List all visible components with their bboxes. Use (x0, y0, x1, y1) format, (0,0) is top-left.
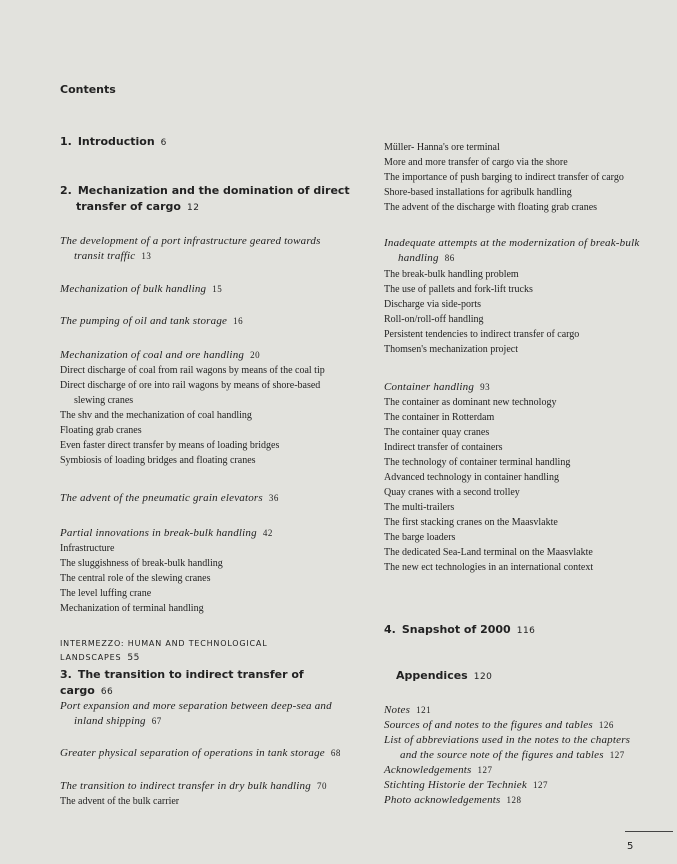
entry-title: INTERMEZZO: HUMAN AND TECHNOLOGICAL LANDSCAPES (60, 639, 268, 662)
toc-entry-line (384, 155, 669, 170)
entry-title-cont: handling (398, 252, 439, 264)
toc-entry-line (60, 637, 350, 665)
page-ref: 116 (516, 626, 536, 636)
toc-entry-line (384, 170, 669, 185)
toc-entry-inter (60, 637, 350, 665)
toc-entry-line (60, 779, 350, 794)
toc-entry-sub (60, 438, 350, 453)
entry-title: The container as dominant new technology (384, 397, 557, 408)
toc-entry-line (384, 380, 669, 395)
entry-title: Floating grab cranes (60, 425, 142, 436)
toc-entry-sec (60, 234, 350, 264)
toc-entry-sec (60, 348, 350, 363)
page-ref: 55 (127, 653, 140, 663)
toc-entry-line (384, 267, 669, 282)
entry-title-cont: inland shipping (74, 715, 146, 727)
toc-entry-line (60, 363, 350, 378)
toc-entry-line (60, 348, 350, 363)
entry-title: The technology of container terminal handling (384, 457, 571, 468)
entry-title: The advent of the bulk carrier (60, 796, 180, 807)
toc-entry-line (60, 491, 350, 506)
section-number: 4. (384, 623, 396, 636)
entry-title-continuation (384, 251, 669, 266)
toc-entry-line (384, 500, 669, 515)
toc-entry-sub (384, 515, 669, 530)
entry-title: The dedicated Sea-Land terminal on the Maasvlakte (384, 547, 593, 558)
page-ref: 93 (480, 382, 491, 392)
entry-title: Introduction (77, 135, 155, 148)
toc-entry-line (60, 601, 350, 616)
entry-title: The new ect technologies in an international context (384, 562, 594, 573)
toc-entry-line (60, 541, 350, 556)
entry-title: The transition to indirect transfer of cargo (60, 668, 304, 697)
page-ref: 127 (477, 765, 493, 775)
toc-entry-line (60, 438, 350, 453)
toc-entry-line (384, 515, 669, 530)
toc-entry-chap (384, 668, 677, 685)
entry-title: More and more transfer of cargo via the shore (384, 157, 568, 168)
page-ref: 12 (186, 203, 200, 213)
entry-title: and the source note of the figures and tables (400, 749, 604, 761)
toc-entry-line (60, 556, 350, 571)
toc-entry-sub (60, 586, 350, 601)
entry-title: List of abbreviations used in the notes to the chapters (384, 734, 631, 746)
toc-entry-sec (384, 793, 669, 808)
page-ref: 20 (250, 350, 261, 360)
toc-entry-sub (60, 556, 350, 571)
toc-entry-line (384, 703, 669, 718)
entry-title-continuation (60, 249, 350, 264)
toc-entry-line (384, 545, 669, 560)
toc-entry-line (384, 327, 669, 342)
toc-entry-sub (384, 455, 669, 470)
page-ref: 127 (609, 750, 625, 760)
toc-entry-line (384, 763, 669, 778)
toc-entry-sec (384, 236, 669, 266)
toc-entry-sec (60, 314, 350, 329)
toc-entry-sub (60, 794, 350, 809)
page-ref: 15 (212, 284, 223, 294)
toc-entry-sub (384, 425, 669, 440)
page-ref: 36 (268, 493, 279, 503)
entry-title: Photo acknowledgements (384, 794, 501, 806)
toc-entry-sub (384, 342, 669, 357)
toc-entry-line (384, 440, 669, 455)
toc-entry-line (384, 455, 669, 470)
toc-entry-sub (384, 410, 669, 425)
entry-title: Advanced technology in container handling (384, 472, 559, 483)
footer-rule (625, 831, 673, 832)
toc-entry-sub (384, 545, 669, 560)
entry-title-cont: slewing cranes (74, 395, 134, 406)
page-ref: 70 (316, 781, 327, 791)
entry-title: The level luffing crane (60, 588, 152, 599)
page-ref: 121 (416, 705, 432, 715)
entry-title-continuation (60, 199, 350, 216)
toc-entry-chap (60, 183, 350, 216)
entry-title: The container quay cranes (384, 427, 490, 438)
toc-entry-line (384, 470, 669, 485)
toc-entry-sub (384, 470, 669, 485)
toc-entry-sub (384, 485, 669, 500)
page-title: Contents (60, 83, 116, 96)
toc-entry-line (384, 200, 669, 215)
entry-title: Appendices (396, 669, 468, 682)
entry-title: Mechanization of coal and ore handling (60, 349, 245, 361)
entry-title: The break-bulk handling problem (384, 269, 519, 280)
entry-title: Port expansion and more separation between deep-sea and (60, 700, 332, 712)
toc-entry-sub (384, 200, 669, 215)
toc-entry-sub (384, 140, 669, 155)
toc-entry-line (384, 718, 669, 733)
toc-entry-line (60, 234, 350, 249)
toc-entry-sec (384, 778, 669, 793)
page-ref: 127 (532, 780, 548, 790)
toc-entry-line (384, 425, 669, 440)
toc-entry-line (60, 453, 350, 468)
entry-title-continuation (60, 393, 350, 408)
toc-entry-sub (60, 423, 350, 438)
section-number: 3. (60, 668, 72, 681)
toc-entry-line (384, 410, 669, 425)
entry-title: The sluggishness of break-bulk handling (60, 558, 223, 569)
entry-title: The transition to indirect transfer in dry bulk handling (60, 780, 311, 792)
toc-entry-sec (384, 763, 669, 778)
toc-entry-sub (384, 282, 669, 297)
toc-entry-line (60, 183, 350, 199)
entry-title: Thomsen's mechanization project (384, 344, 518, 355)
toc-entry-sec (60, 779, 350, 794)
page-ref: 68 (330, 748, 341, 758)
page-ref: 128 (506, 795, 522, 805)
toc-entry-sec (60, 491, 350, 506)
toc-entry-sub (384, 560, 669, 575)
entry-title: Persistent tendencies to indirect transfer of cargo (384, 329, 580, 340)
toc-entry-line (60, 408, 350, 423)
toc-entry-line (384, 793, 669, 808)
entry-title: Sources of and notes to the figures and tables (384, 719, 593, 731)
page-ref: 120 (473, 672, 493, 682)
entry-title: The importance of push barging to indirect transfer of cargo (384, 172, 624, 183)
entry-title: Indirect transfer of containers (384, 442, 503, 453)
page-ref: 6 (160, 138, 167, 148)
toc-entry-chap (384, 622, 669, 639)
entry-title: Partial innovations in break-bulk handling (60, 527, 257, 539)
entry-title: The use of pallets and fork-lift trucks (384, 284, 533, 295)
entry-title: The container in Rotterdam (384, 412, 495, 423)
toc-entry-sec (384, 733, 669, 748)
toc-entry-line (60, 571, 350, 586)
entry-title: Mechanization of terminal handling (60, 603, 204, 614)
page-ref: 126 (598, 720, 614, 730)
entry-title: Quay cranes with a second trolley (384, 487, 520, 498)
entry-title: The multi-trailers (384, 502, 455, 513)
toc-entry-line (60, 667, 350, 700)
entry-title: Notes (384, 704, 411, 716)
toc-entry-line (384, 733, 669, 748)
toc-entry-sec (384, 748, 677, 763)
toc-entry-line (384, 485, 669, 500)
entry-title-continuation (60, 714, 350, 729)
entry-title: The advent of the discharge with floating grab cranes (384, 202, 598, 213)
entry-title: Direct discharge of ore into rail wagons by means of shore-based (60, 380, 321, 391)
entry-title: Shore-based installations for agribulk handling (384, 187, 572, 198)
toc-entry-line (60, 282, 350, 297)
toc-entry-sub (60, 571, 350, 586)
toc-entry-line (60, 699, 350, 714)
entry-title: Discharge via side-ports (384, 299, 482, 310)
toc-entry-line (384, 530, 669, 545)
toc-entry-sub (384, 267, 669, 282)
toc-entry-line (384, 395, 669, 410)
entry-title: The shv and the mechanization of coal handling (60, 410, 252, 421)
toc-entry-line (60, 314, 350, 329)
toc-entry-line (384, 778, 669, 793)
entry-title: Even faster direct transfer by means of loading bridges (60, 440, 280, 451)
toc-entry-sec (384, 703, 669, 718)
entry-title: The pumping of oil and tank storage (60, 315, 228, 327)
toc-entry-sec (60, 699, 350, 729)
entry-title: Symbiosis of loading bridges and floating cranes (60, 455, 256, 466)
toc-entry-sub (384, 327, 669, 342)
toc-entry-line (384, 560, 669, 575)
toc-entry-line (384, 282, 669, 297)
toc-entry-sub (384, 312, 669, 327)
toc-entry-sub (384, 170, 669, 185)
entry-title: Container handling (384, 381, 475, 393)
toc-entry-line (384, 185, 669, 200)
entry-title: Mechanization of bulk handling (60, 283, 207, 295)
page-ref: 66 (100, 687, 114, 697)
toc-entry-line (60, 423, 350, 438)
entry-title: The central role of the slewing cranes (60, 573, 211, 584)
entry-title: Inadequate attempts at the modernization of break-bulk (384, 237, 640, 249)
section-number: 1. (60, 135, 72, 148)
toc-entry-line (60, 794, 350, 809)
toc-entry-sub (384, 155, 669, 170)
toc-entry-line (384, 236, 669, 251)
page-ref: 67 (151, 716, 162, 726)
page-ref: 42 (262, 528, 273, 538)
toc-entry-sub (60, 378, 350, 408)
entry-title: Mechanization and the domination of direct (77, 184, 350, 197)
entry-title: The first stacking cranes on the Maasvlakte (384, 517, 558, 528)
entry-title: Acknowledgements (384, 764, 472, 776)
toc-entry-sub (60, 541, 350, 556)
toc-entry-line (60, 526, 350, 541)
entry-title: Müller- Hanna's ore terminal (384, 142, 500, 153)
toc-entry-chap (60, 667, 350, 700)
page-number: 5 (627, 841, 634, 852)
entry-title: Roll-on/roll-off handling (384, 314, 484, 325)
section-number: 2. (60, 184, 72, 197)
toc-entry-sub (60, 408, 350, 423)
entry-title: The development of a port infrastructure geared towards (60, 235, 321, 247)
entry-title: Snapshot of 2000 (401, 623, 511, 636)
toc-entry-sub (60, 363, 350, 378)
toc-entry-line (60, 586, 350, 601)
toc-entry-line (60, 378, 350, 393)
toc-entry-line (60, 134, 350, 151)
page-ref: 16 (233, 316, 244, 326)
toc-entry-sub (60, 601, 350, 616)
entry-title: The barge loaders (384, 532, 456, 543)
entry-title: Infrastructure (60, 543, 115, 554)
entry-title: Stichting Historie der Techniek (384, 779, 527, 791)
toc-entry-sub (60, 453, 350, 468)
toc-entry-sub (384, 500, 669, 515)
entry-title-cont: transfer of cargo (76, 200, 181, 213)
toc-entry-sub (384, 440, 669, 455)
toc-entry-line (60, 746, 350, 761)
toc-entry-sec (60, 746, 350, 761)
toc-entry-sec (384, 380, 669, 395)
entry-title: The advent of the pneumatic grain elevators (60, 492, 263, 504)
entry-title: Direct discharge of coal from rail wagons by means of the coal tip (60, 365, 325, 376)
page-ref: 86 (444, 253, 455, 263)
toc-entry-line (384, 622, 669, 639)
toc-entry-sub (384, 185, 669, 200)
toc-entry-chap (60, 134, 350, 151)
toc-entry-sub (384, 395, 669, 410)
page-ref: 13 (141, 251, 152, 261)
entry-title: Greater physical separation of operations in tank storage (60, 747, 325, 759)
toc-entry-line (384, 140, 669, 155)
entry-title-cont: transit traffic (74, 250, 136, 262)
toc-entry-line (396, 668, 677, 685)
toc-entry-line (384, 342, 669, 357)
toc-entry-line (384, 297, 669, 312)
toc-entry-line (384, 312, 669, 327)
toc-entry-sub (384, 530, 669, 545)
toc-entry-sec (384, 718, 669, 733)
toc-entry-sec (60, 282, 350, 297)
toc-entry-sub (384, 297, 669, 312)
toc-entry-line (400, 748, 677, 763)
toc-entry-sec (60, 526, 350, 541)
